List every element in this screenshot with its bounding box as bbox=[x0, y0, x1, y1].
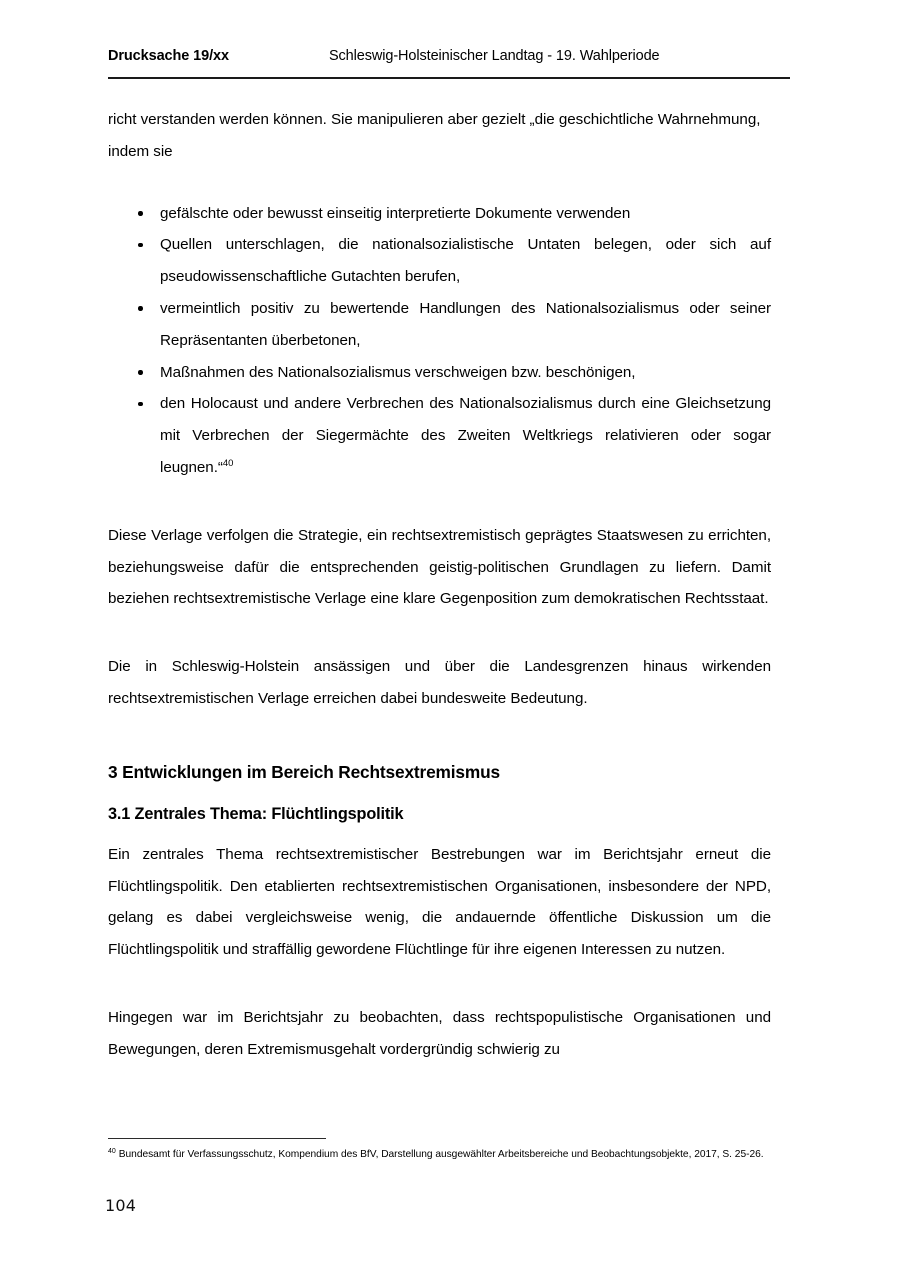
bullet-dot-icon bbox=[138, 211, 143, 216]
paragraph-intro: richt verstanden werden können. Sie manipulieren aber gezielt „die geschichtliche Wahrnehmung, indem sie bbox=[108, 111, 761, 160]
spacer bbox=[108, 484, 771, 520]
footnote-text: Bundesamt für Verfassungsschutz, Kompendium des BfV, Darstellung ausgewählter Arbeitsbereiche und Beobachtungsobjekte, 2017, S. 25-26. bbox=[118, 1149, 764, 1160]
spacer bbox=[108, 827, 771, 839]
body-content bbox=[108, 104, 771, 1066]
list-item bbox=[108, 388, 771, 483]
list-item bbox=[108, 357, 771, 389]
bullet-dot-icon bbox=[138, 370, 143, 375]
heading-section-3: 3 Entwicklungen im Bereich Rechtsextremismus bbox=[108, 761, 500, 782]
spacer bbox=[108, 785, 771, 801]
header-divider bbox=[108, 77, 790, 79]
list-item bbox=[108, 198, 771, 230]
bullet-dot-icon bbox=[138, 306, 143, 311]
list-item-text: gefälschte oder bewusst einseitig interpretierte Dokumente verwenden bbox=[160, 204, 631, 222]
list-item bbox=[108, 229, 771, 293]
spacer bbox=[108, 715, 771, 759]
spacer bbox=[108, 615, 771, 651]
list-item-text: vermeintlich positiv zu bewertende Handlungen des Nationalsozialismus oder seiner Repräsentanten überbetonen, bbox=[160, 299, 771, 349]
footnote-divider bbox=[108, 1138, 326, 1139]
bullet-dot-icon bbox=[138, 402, 143, 407]
list-item-text: Maßnahmen des Nationalsozialismus verschweigen bzw. beschönigen, bbox=[160, 363, 636, 381]
manipulation-methods-list bbox=[108, 198, 771, 484]
page-header-row bbox=[108, 46, 790, 66]
bullet-dot-icon bbox=[138, 243, 143, 248]
footnote-number: 40 bbox=[108, 1148, 116, 1155]
footnote-area bbox=[108, 1138, 771, 1163]
list-item-text: Quellen unterschlagen, die nationalsozialistische Untaten belegen, oder sich auf pseudowissenschaftliche Gutachten berufen, bbox=[160, 236, 771, 286]
heading-section-3-1: 3.1 Zentrales Thema: Flüchtlingspolitik bbox=[108, 804, 404, 823]
footnote-entry bbox=[108, 1148, 771, 1163]
paragraph-bundesweite-bedeutung: Die in Schleswig-Holstein ansässigen und über die Landesgrenzen hinaus wirkenden rechtsextremistischen Verlage erreichen dabei bundesweite Bedeutung. bbox=[108, 658, 771, 707]
page-header bbox=[108, 46, 790, 80]
footnote-reference-40[interactable]: 40 bbox=[222, 457, 234, 469]
paragraph-zentrales-thema: Ein zentrales Thema rechtsextremistischer Bestrebungen war im Berichtsjahr erneut die Flüchtlingspolitik. Den etablierten rechtsextremistischen Organisationen, insbesondere der NPD, gelang es dabei vergleichsweise wenig, die andauernde öffentliche Diskussion um die Flüchtlingspolitik und straffällig gewordene Flüchtlinge für ihre eigenen Interessen zu nutzen. bbox=[108, 845, 771, 959]
list-item-text: den Holocaust und andere Verbrechen des Nationalsozialismus durch eine Gleichsetzung mit Verbrechen der Siegermächte des Zweiten Weltkriegs relativieren oder sogar leugnen.“ bbox=[160, 395, 771, 476]
list-item bbox=[108, 293, 771, 357]
header-drucksache-label: Drucksache 19/xx bbox=[108, 48, 229, 64]
spacer bbox=[108, 168, 771, 198]
paragraph-verlage-strategie: Diese Verlage verfolgen die Strategie, ein rechtsextremistisch geprägtes Staatswesen zu errichten, beziehungsweise dafür die entsprechenden geistig-politischen Grundlagen zu liefern. Damit beziehen rechtsextremistische Verlage eine klare Gegenposition zum demokratischen Rechtsstaat. bbox=[108, 526, 771, 608]
page-number: 104 bbox=[105, 1196, 137, 1215]
spacer bbox=[108, 966, 771, 1002]
paragraph-rechtspopulistisch: Hingegen war im Berichtsjahr zu beobachten, dass rechtspopulistische Organisationen und Bewegungen, deren Extremismusgehalt vordergründig schwierig zu bbox=[108, 1008, 771, 1058]
header-landtag-label: Schleswig-Holsteinischer Landtag - 19. Wahlperiode bbox=[328, 48, 660, 64]
